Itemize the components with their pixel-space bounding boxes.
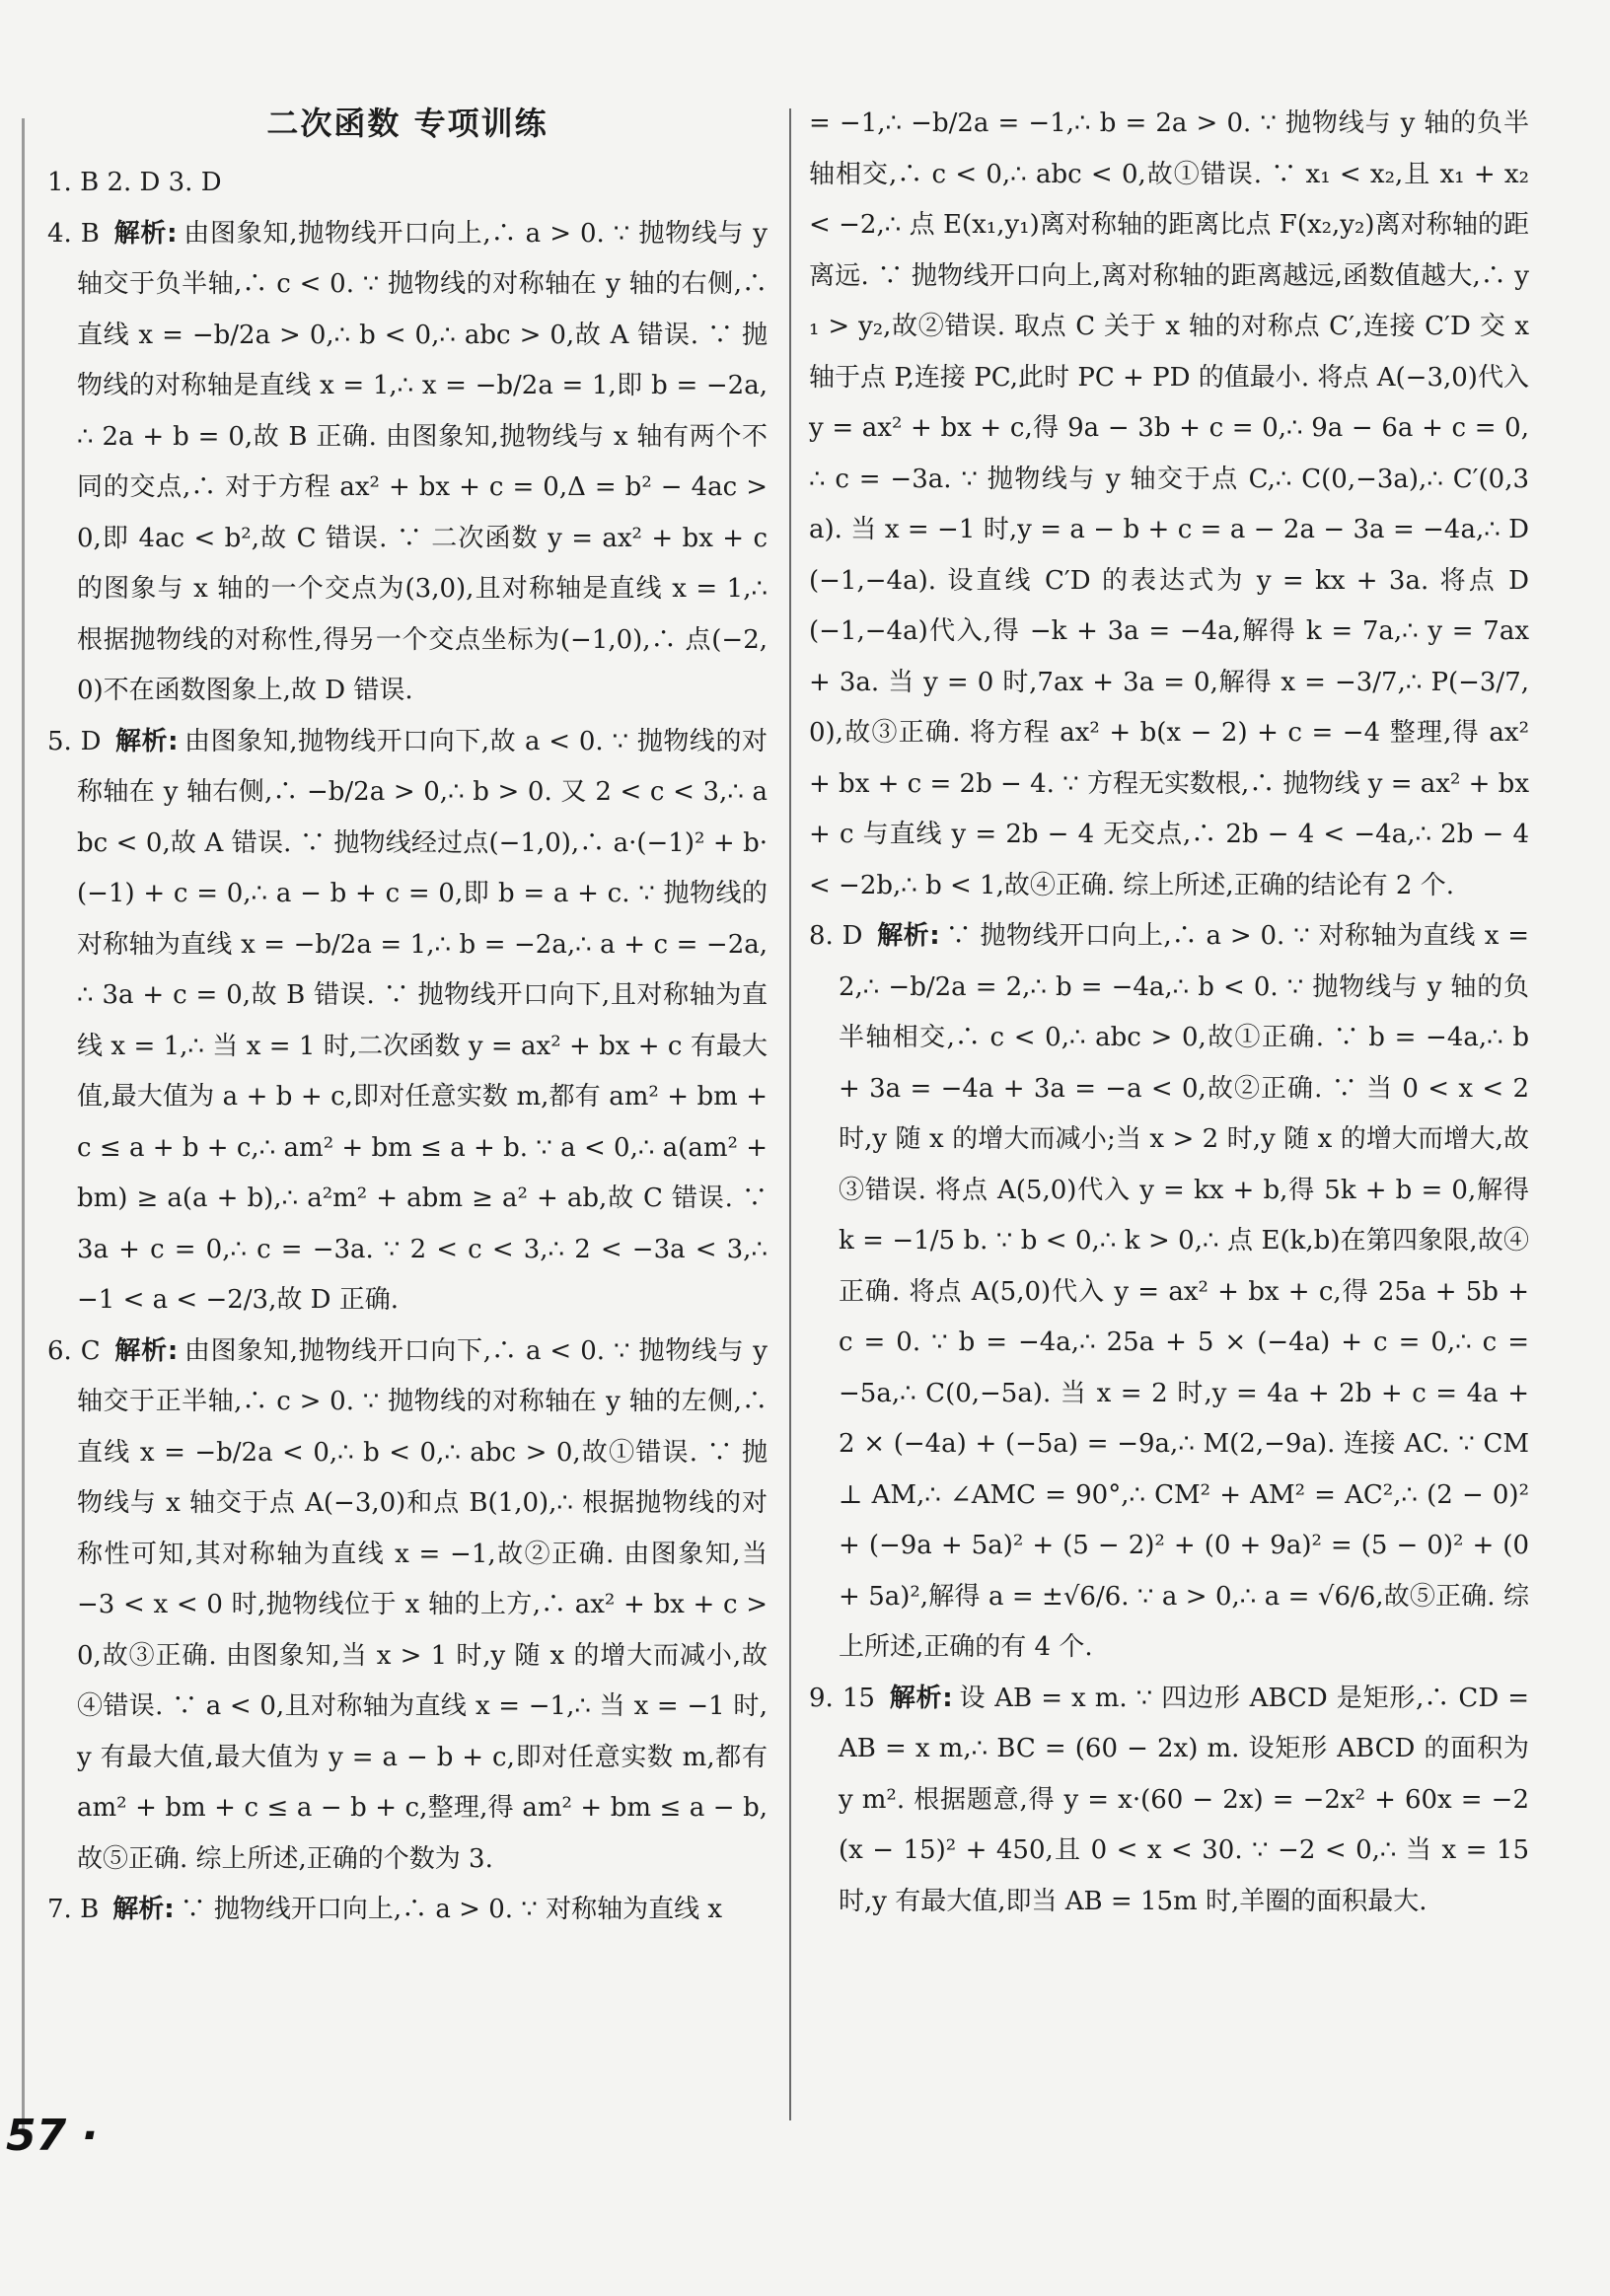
answer-number: 8. D	[809, 921, 863, 951]
analysis-label: 解析:	[888, 1683, 953, 1713]
right-answer-list	[809, 99, 1529, 1927]
left-column	[47, 99, 768, 1936]
answer-number: 5. D	[47, 726, 102, 756]
right-column	[809, 99, 1529, 1927]
answers-line: 1. B 2. D 3. D	[47, 168, 222, 197]
page-title: 二次函数 专项训练	[266, 105, 549, 142]
answer-number: 7. B	[47, 1895, 100, 1924]
analysis-label: 解析:	[113, 1335, 179, 1366]
answer-text: ∵ 抛物线开口向上,∴ a > 0. ∵ 对称轴为直线 x = 2,∴ −b/2a = 2,∴ b = −4a,∴ b < 0. ∵ 抛物线与 y 轴的负半轴相交,∴ c < 0,∴ abc > 0,故①正确. ∵ b = −4a,∴ b + 3a = −4a + 3a = −a < 0,故②正确. ∵ 当 0 < x < 2 时,y 随 x 的增大而减小;当 x > 2 时,y 随 x 的增大而增大,故③错误. 将点 A(5,0)代入 y = kx + b,得 5k + b = 0,解得 k = −1/5 b. ∵ b < 0,∴ k > 0,∴ 点 E(k,b)在第四象限,故④正确. 将点 A(5,0)代入 y = ax² + bx + c,得 25a + 5b + c = 0. ∵ b = −4a,∴ 25a + 5 × (−4a) + c = 0,∴ c = −5a,∴ C(0,−5a). 当 x = 2 时,y = 4a + 2b + c = 4a + 2 × (−4a) + (−5a) = −9a,∴ M(2,−9a). 连接 AC. ∵ CM ⊥ AM,∴ ∠AMC = 90°,∴ CM² + AM² = AC²,∴ (2 − 0)² + (−9a + 5a)² + (5 − 2)² + (0 + 9a)² = (5 − 0)² + (0 + 5a)²,解得 a = ±√6/6. ∵ a > 0,∴ a = √6/6,故⑤正确. 综上所述,正确的有 4 个.	[839, 921, 1530, 1662]
page-number: 57 ·	[6, 2111, 99, 2161]
answer-text: 设 AB = x m. ∵ 四边形 ABCD 是矩形,∴ CD = AB = x m,∴ BC = (60 − 2x) m. 设矩形 ABCD 的面积为 y m². 根据题意,得 y = x·(60 − 2x) = −2x² + 60x = −2(x − 15)² + 450,且 0 < x < 30. ∵ −2 < 0,∴ 当 x = 15 时,y 有最大值,即当 AB = 15m 时,羊圈的面积最大.	[839, 1683, 1529, 1916]
analysis-label: 解析:	[112, 218, 178, 249]
answer-text: 由图象知,抛物线开口向上,∴ a > 0. ∵ 抛物线与 y 轴交于负半轴,∴ c < 0. ∵ 抛物线的对称轴在 y 轴的右侧,∴ 直线 x = −b/2a > 0,∴ b < 0,∴ abc > 0,故 A 错误. ∵ 抛物线的对称轴是直线 x = 1,∴ x = −b/2a = 1,即 b = −2a,∴ 2a + b = 0,故 B 正确. 由图象知,抛物线与 x 轴有两个不同的交点,∴ 对于方程 ax² + bx + c = 0,Δ = b² − 4ac > 0,即 4ac < b²,故 C 错误. ∵ 二次函数 y = ax² + bx + c 的图象与 x 轴的一个交点为(3,0),且对称轴是直线 x = 1,∴ 根据抛物线的对称性,得另一个交点坐标为(−1,0),∴ 点(−2,0)不在函数图象上,故 D 错误.	[77, 218, 768, 705]
column-divider	[789, 108, 791, 2120]
binding-edge	[22, 118, 25, 2130]
answer-text: 由图象知,抛物线开口向下,故 a < 0. ∵ 抛物线的对称轴在 y 轴右侧,∴ −b/2a > 0,∴ b > 0. 又 2 < c < 3,∴ abc < 0,故 A 错误. ∵ 抛物线经过点(−1,0),∴ a·(−1)² + b·(−1) + c = 0,∴ a − b + c = 0,即 b = a + c. ∵ 抛物线的对称轴为直线 x = −b/2a = 1,∴ b = −2a,∴ a + c = −2a,∴ 3a + c = 0,故 B 错误. ∵ 抛物线开口向下,且对称轴为直线 x = 1,∴ 当 x = 1 时,二次函数 y = ax² + bx + c 有最大值,最大值为 a + b + c,即对任意实数 m,都有 am² + bm + c ≤ a + b + c,∴ am² + bm ≤ a + b. ∵ a < 0,∴ a(am² + bm) ≥ a(a + b),∴ a²m² + abm ≥ a² + ab,故 C 错误. ∵ 3a + c = 0,∴ c = −3a. ∵ 2 < c < 3,∴ 2 < −3a < 3,∴ −1 < a < −2/3,故 D 正确.	[77, 726, 768, 1315]
answer-item	[47, 717, 768, 1327]
answer-item	[47, 1885, 768, 1936]
analysis-label: 解析:	[876, 921, 940, 951]
answer-number: 9. 15	[809, 1683, 875, 1713]
answer-item	[809, 1674, 1529, 1928]
answer-text: 由图象知,抛物线开口向下,∴ a < 0. ∵ 抛物线与 y 轴交于正半轴,∴ c > 0. ∵ 抛物线的对称轴在 y 轴的左侧,∴ 直线 x = −b/2a < 0,∴ b < 0,∴ abc > 0,故①错误. ∵ 抛物线与 x 轴交于点 A(−3,0)和点 B(1,0),∴ 根据抛物线的对称性可知,其对称轴为直线 x = −1,故②正确. 由图象知,当 −3 < x < 0 时,抛物线位于 x 轴的上方,∴ ax² + bx + c > 0,故③正确. 由图象知,当 x > 1 时,y 随 x 的增大而减小,故④错误. ∵ a < 0,且对称轴为直线 x = −1,∴ 当 x = −1 时,y 有最大值,最大值为 y = a − b + c,即对任意实数 m,都有 am² + bm + c ≤ a − b + c,整理,得 am² + bm ≤ a − b,故⑤正确. 综上所述,正确的个数为 3.	[77, 1335, 768, 1874]
left-answer-list	[47, 209, 768, 1936]
answer-text: ∵ 抛物线开口向上,∴ a > 0. ∵ 对称轴为直线 x	[180, 1895, 723, 1924]
answer-item	[47, 1327, 768, 1886]
answer-item	[47, 209, 768, 717]
answer-number: 4. B	[47, 218, 100, 249]
answer-number: 6. C	[47, 1335, 101, 1366]
answer-text: = −1,∴ −b/2a = −1,∴ b = 2a > 0. ∵ 抛物线与 y 轴的负半轴相交,∴ c < 0,∴ abc < 0,故①错误. ∵ x₁ < x₂,且 x₁ + x₂ < −2,∴ 点 E(x₁,y₁)离对称轴的距离比点 F(x₂,y₂)离对称轴的距离远. ∵ 抛物线开口向上,离对称轴的距离越远,函数值越大,∴ y₁ > y₂,故②错误. 取点 C 关于 x 轴的对称点 C′,连接 C′D 交 x 轴于点 P,连接 PC,此时 PC + PD 的值最小. 将点 A(−3,0)代入 y = ax² + bx + c,得 9a − 3b + c = 0,∴ 9a − 6a + c = 0,∴ c = −3a. ∵ 抛物线与 y 轴交于点 C,∴ C(0,−3a),∴ C′(0,3a). 当 x = −1 时,y = a − b + c = a − 2a − 3a = −4a,∴ D(−1,−4a). 设直线 C′D 的表达式为 y = kx + 3a. 将点 D(−1,−4a)代入,得 −k + 3a = −4a,解得 k = 7a,∴ y = 7ax + 3a. 当 y = 0 时,7ax + 3a = 0,解得 x = −3/7,∴ P(−3/7,0),故③正确. 将方程 ax² + b(x − 2) + c = −4 整理,得 ax² + bx + c = 2b − 4. ∵ 方程无实数根,∴ 抛物线 y = ax² + bx + c 与直线 y = 2b − 4 无交点,∴ 2b − 4 < −4a,∴ 2b − 4 < −2b,∴ b < 1,故④正确. 综上所述,正确的结论有 2 个.	[809, 108, 1529, 900]
analysis-label: 解析:	[114, 726, 179, 756]
answer-item	[809, 911, 1529, 1674]
analysis-label: 解析:	[112, 1895, 175, 1924]
answer-item	[809, 99, 1529, 911]
